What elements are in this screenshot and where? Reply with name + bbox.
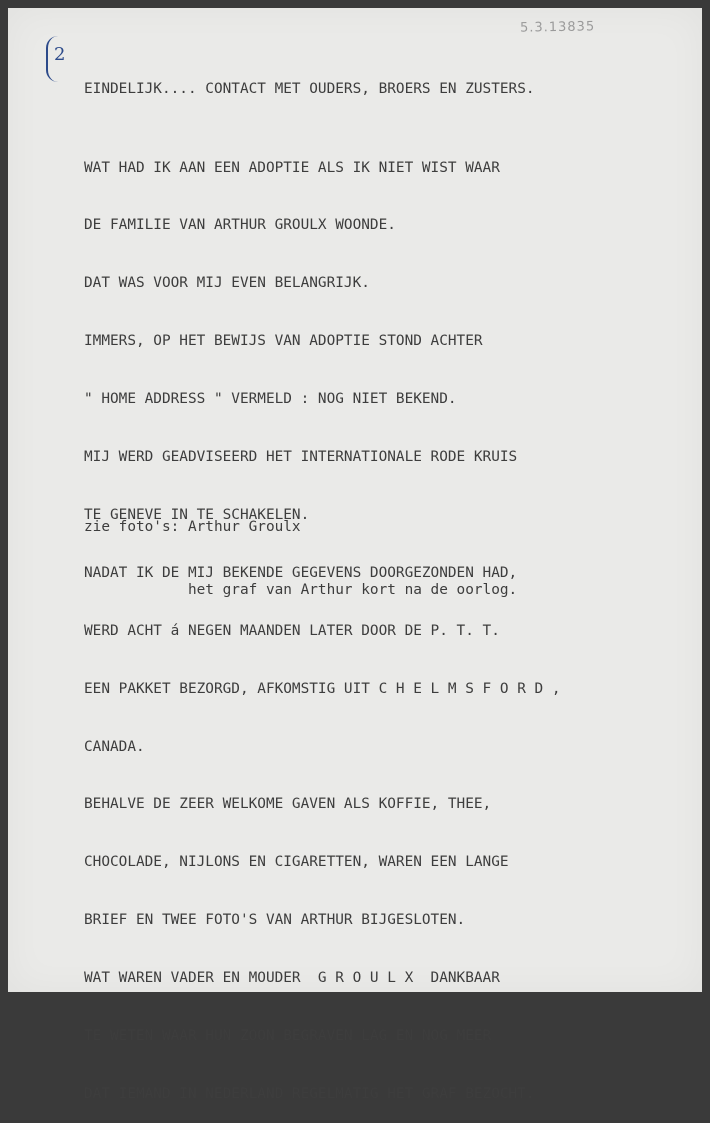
body-line: MIJ WERD GEADVISEERD HET INTERNATIONALE RODE KRUIS	[84, 449, 518, 466]
body-line: CHOCOLADE, NIJLONS EN CIGARETTEN, WAREN EEN LANGE	[84, 854, 509, 871]
body-line: DAT WAS VOOR MIJ EVEN BELANGRIJK.	[84, 275, 370, 292]
body-line: WERD ACHT á NEGEN MAANDEN LATER DOOR DE P. T. T.	[84, 622, 500, 639]
body-line: DAT IEMAND IN NEDERLAND REGELMATIG HET GRAF BEZOCHT.	[84, 1085, 535, 1102]
photo-references	[84, 475, 517, 622]
body-line: TE GENEVE IN TE SCHAKELEN.	[84, 506, 310, 523]
body-line: WAT WAREN VADER EN MOUDER G R O U L X DANKBAAR	[84, 970, 500, 987]
page-number: 2	[54, 44, 66, 65]
body-line: EEN PAKKET BEZORGD, AFKOMSTIG UIT C H E L M S F O R D ,	[84, 680, 561, 697]
photo-line: zie foto's: Arthur Groulx	[84, 519, 301, 535]
body-line: CANADA.	[84, 738, 145, 755]
body-line: TE WETEN WAAR HUN ZOON BEGRAVEN LAG EN NOG MEER	[84, 1027, 492, 1044]
page-number-mark	[46, 36, 72, 82]
body-line: DE FAMILIE VAN ARTHUR GROULX WOONDE.	[84, 217, 396, 234]
body-line: WAT HAD IK AAN EEN ADOPTIE ALS IK NIET WIST WAAR	[84, 159, 500, 176]
archive-code: 5.3.13835	[519, 19, 596, 36]
photo-line: het graf van Arthur kort na de oorlog.	[84, 582, 518, 598]
body-line: NADAT IK DE MIJ BEKENDE GEGEVENS DOORGEZONDEN HAD,	[84, 564, 518, 581]
body-line: " HOME ADDRESS " VERMELD : NOG NIET BEKEND.	[84, 391, 457, 408]
document-heading: EINDELIJK.... CONTACT MET OUDERS, BROERS EN ZUSTERS.	[84, 81, 535, 97]
body-line: BEHALVE DE ZEER WELKOME GAVEN ALS KOFFIE, THEE,	[84, 796, 492, 813]
body-line: BRIEF EN TWEE FOTO'S VAN ARTHUR BIJGESLOTEN.	[84, 912, 466, 929]
body-line: IMMERS, OP HET BEWIJS VAN ADOPTIE STOND ACHTER	[84, 333, 483, 350]
